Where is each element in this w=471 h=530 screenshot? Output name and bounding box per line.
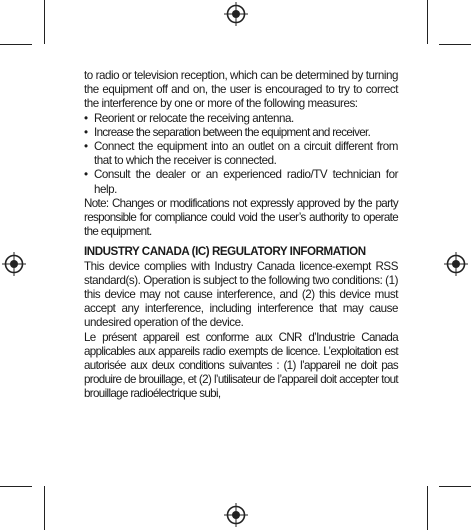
bullet: • (84, 111, 88, 125)
crop-mark-right-bottom (439, 486, 471, 487)
bullet: • (84, 140, 88, 154)
ic-english-paragraph: This device complies with Industry Canada licence-exempt RSS standard(s). Operation is subject to the following two conditions: (1) this device may not cause interference, and (2) this device must accept any interference, including interference that may cause undesired operation of the device. (84, 259, 398, 330)
registration-mark-icon (224, 503, 248, 527)
list-item (84, 140, 398, 168)
crop-mark-bottom-right (427, 486, 428, 530)
registration-mark-icon (444, 252, 468, 276)
list-item (84, 126, 398, 140)
crop-mark-top-right (427, 0, 428, 44)
interference-intro-paragraph: to radio or television reception, which can be determined by turning the equipment off and on, the user is encouraged to try to correct the interference by one or more of the following measures: (84, 69, 398, 111)
measure-text: Increase the separation between the equipment and receiver. (94, 125, 371, 139)
list-item (84, 112, 398, 126)
crop-mark-top-left (44, 0, 45, 44)
measure-text: Consult the dealer or an experienced radio/TV technician for help. (94, 168, 398, 196)
crop-mark-bottom-left (44, 486, 45, 530)
measure-text: Reorient or relocate the receiving antenna. (94, 111, 294, 125)
registration-mark-icon (2, 252, 26, 276)
note-paragraph: Note: Changes or modifications not expressly approved by the party responsible for compliance could void the user’s authority to operate the equipment. (84, 196, 398, 239)
ic-section-heading: INDUSTRY CANADA (IC) REGULATORY INFORMATION (84, 245, 366, 259)
bullet: • (84, 168, 88, 182)
regulatory-text-block (84, 69, 398, 402)
measure-text: Connect the equipment into an outlet on a circuit different from that to which the receiver is connected. (94, 140, 398, 168)
crop-mark-left-bottom (0, 486, 32, 487)
ic-french-paragraph: Le présent appareil est conforme aux CNR d’Industrie Canada applicables aux appareils radio exempts de licence. L’exploitation est autorisée aux deux conditions suivantes : (1) l’appareil ne doit pas produire de brouillage, et (2) l’utilisateur de l’appareil doit accepter tout brouillage radioélectrique subi, (84, 330, 398, 401)
crop-mark-left-top (0, 44, 32, 45)
list-item (84, 168, 398, 196)
crop-mark-right-top (439, 44, 471, 45)
bullet: • (84, 125, 88, 139)
registration-mark-icon (224, 2, 248, 26)
measures-list (84, 112, 398, 197)
